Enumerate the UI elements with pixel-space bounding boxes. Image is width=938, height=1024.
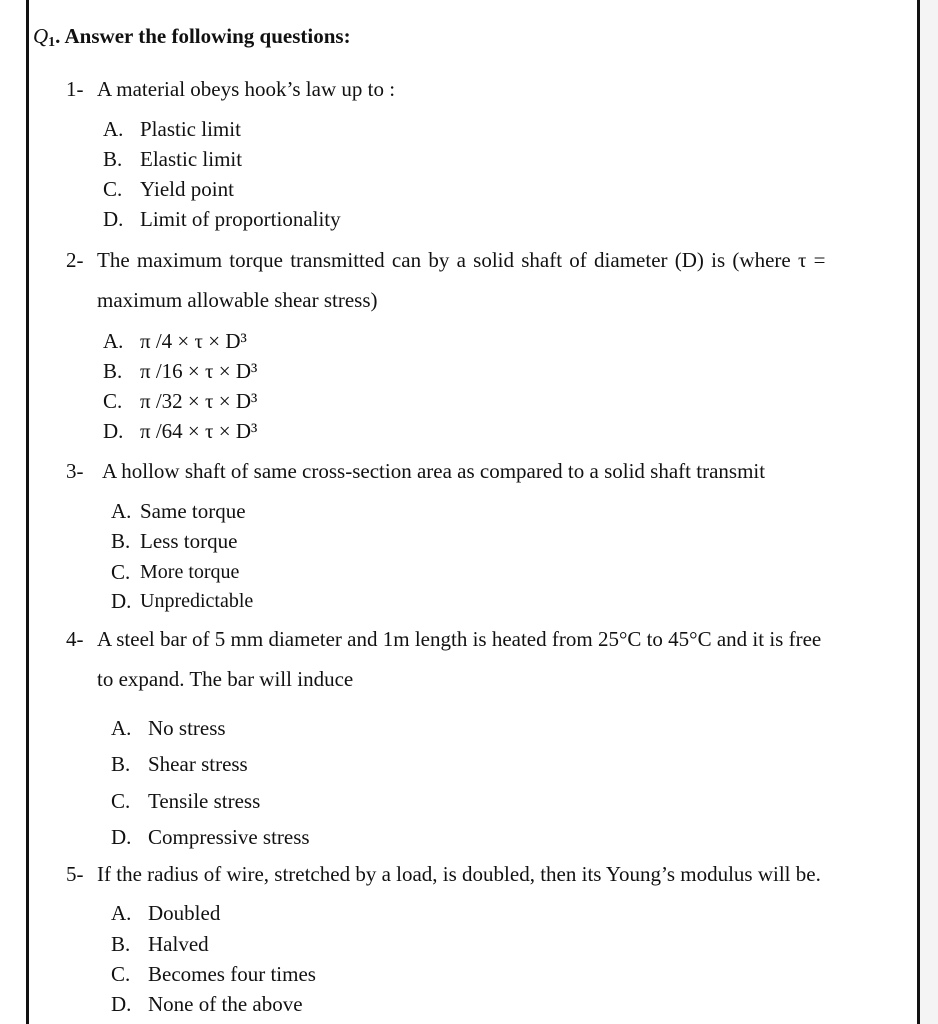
q5-option-d-letter: D. [111,992,132,1016]
question-5-number: 5- [66,862,84,886]
q4-option-b-text: Shear stress [148,752,248,776]
heading-q-letter: Q [33,24,49,48]
q2-option-d-text: π /64 × τ × D³ [140,419,258,443]
q3-option-a-letter: A. [111,499,132,523]
q3-option-b-text: Less torque [140,529,238,553]
q1-option-b-letter: B. [103,147,123,171]
q2-option-d-letter: D. [103,419,124,443]
q3-option-d-text: Unpredictable [140,590,254,612]
q3-option-c-text: More torque [140,561,240,583]
q4-option-a-text: No stress [148,716,226,740]
question-4-number: 4- [66,627,84,651]
question-1-text: A material obeys hook’s law up to : [97,77,396,101]
q5-option-a-text: Doubled [148,901,221,925]
q2-option-a-text: π /4 × τ × D³ [140,329,247,353]
q1-option-d-letter: D. [103,207,124,231]
q5-option-b-text: Halved [148,932,209,956]
heading-q-number: 1 [48,35,56,50]
q3-option-c-letter: C. [111,560,131,584]
section-heading [33,23,351,56]
left-border-line [26,0,29,1024]
q4-option-c-letter: C. [111,789,131,813]
q1-option-c-letter: C. [103,177,123,201]
q3-option-b-letter: B. [111,529,131,553]
q5-option-c-text: Becomes four times [148,962,316,986]
q2-option-c-letter: C. [103,389,123,413]
q1-option-d-text: Limit of proportionality [140,207,341,231]
q1-option-a-letter: A. [103,117,124,141]
q5-option-d-text: None of the above [148,992,303,1016]
question-2-text-line-1: The maximum torque transmitted can by a solid shaft of diameter (D) is (where τ = [97,248,826,272]
q4-option-b-letter: B. [111,752,131,776]
q5-option-c-letter: C. [111,962,131,986]
q2-option-b-letter: B. [103,359,123,383]
q3-option-a-text: Same torque [140,499,246,523]
question-4-text-line-2: to expand. The bar will induce [97,667,354,691]
right-margin-strip [920,0,938,1024]
q2-option-b-text: π /16 × τ × D³ [140,359,258,383]
right-border-line [917,0,920,1024]
q1-option-a-text: Plastic limit [140,117,241,141]
q4-option-d-letter: D. [111,825,132,849]
q3-option-d-letter: D. [111,589,132,613]
q2-option-a-letter: A. [103,329,124,353]
q1-option-b-text: Elastic limit [140,147,243,171]
question-1-number: 1- [66,77,84,101]
question-4-text-line-1: A steel bar of 5 mm diameter and 1m length is heated from 25°C to 45°C and it is free [97,627,822,651]
q4-option-a-letter: A. [111,716,132,740]
heading-title: . Answer the following questions: [55,24,351,48]
q2-option-c-text: π /32 × τ × D³ [140,389,258,413]
question-2-text-line-2: maximum allowable shear stress) [97,288,378,312]
q1-option-c-text: Yield point [140,177,234,201]
question-3-number: 3- [66,459,84,483]
question-3-text: A hollow shaft of same cross-section area as compared to a solid shaft transmit [102,459,766,483]
q5-option-b-letter: B. [111,932,131,956]
q4-option-c-text: Tensile stress [148,789,261,813]
q4-option-d-text: Compressive stress [148,825,310,849]
question-2-number: 2- [66,248,84,272]
question-5-text: If the radius of wire, stretched by a load, is doubled, then its Young’s modulus will be. [97,862,821,886]
q5-option-a-letter: A. [111,901,132,925]
